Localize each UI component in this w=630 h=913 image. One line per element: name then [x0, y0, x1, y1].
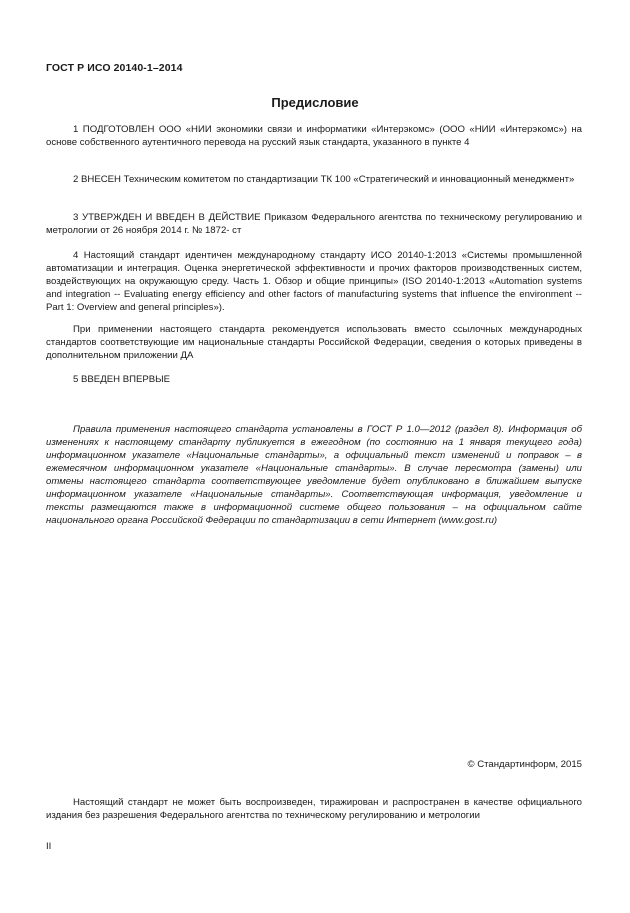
paragraph-identical-standard: 4 Настоящий стандарт идентичен международному стандарту ИСО 20140-1:2013 «Системы промышленной автоматизации и интеграция. Оценка энергетической эффективности и прочих факторов производственных систем, воздействующих на окружающую среду. Часть 1. Обзор и общие принципы» (ISO 20140-1:2013 «Automation systems and integration -- Evaluating energy efficiency and other factors of manufacturing systems that influence the environment -- Part 1: Overview and general principles»). — [46, 250, 582, 313]
paragraph-introduced-by: 2 ВНЕСЕН Техническим комитетом по стандартизации ТК 100 «Стратегический и инновационный менеджмент» — [73, 174, 575, 185]
paragraph-approved: 3 УТВЕРЖДЕН И ВВЕДЕН В ДЕЙСТВИЕ Приказом Федерального агентства по техническому регулированию и метрологии от 26 ноября 2014 г. № 1872- ст — [46, 212, 582, 236]
copyright-line: © Стандартинформ, 2015 — [467, 759, 582, 770]
page-title: Предисловие — [271, 95, 359, 110]
paragraph-first-introduced: 5 ВВЕДЕН ВПЕРВЫЕ — [73, 374, 171, 385]
reproduction-notice: Настоящий стандарт не может быть воспроизведен, тиражирован и распространен в качестве официального издания без разрешения Федерального агентства по техническому регулированию и метрологии — [46, 797, 582, 821]
document-id-header: ГОСТ Р ИСО 20140-1–2014 — [46, 62, 183, 74]
page-number: II — [46, 841, 52, 852]
rules-notice: Правила применения настоящего стандарта установлены в ГОСТ Р 1.0—2012 (раздел 8). Информация об изменениях к настоящему стандарту публикуется в ежегодном (по состоянию на 1 января текущего года) информационном указателе «Национальные стандарты», а официальный текст изменений и поправок – в ежемесячном информационном указателе «Национальные стандарты». В случае пересмотра (замены) или отмены настоящего стандарта соответствующее уведомление будет опубликовано в ближайшем выпуске информационном указателе «Национальные стандарты». Соответствующая информация, уведомление и тексты размещаются также в информационной системе общего пользования – на официальном сайте национального органа Российской Федерации по стандартизации в сети Интернет (www.gost.ru) — [46, 424, 582, 526]
paragraph-prepared-by: 1 ПОДГОТОВЛЕН ООО «НИИ экономики связи и информатики «Интерэкомс» (ООО «НИИ «Интерэкомс») на основе собственного аутентичного перевода на русский язык стандарта, указанного в пункте 4 — [46, 124, 582, 148]
paragraph-application-note: При применении настоящего стандарта рекомендуется использовать вместо ссылочных международных стандартов соответствующие им национальные стандарты Российской Федерации, сведения о которых приведены в дополнительном приложении ДА — [46, 324, 582, 361]
